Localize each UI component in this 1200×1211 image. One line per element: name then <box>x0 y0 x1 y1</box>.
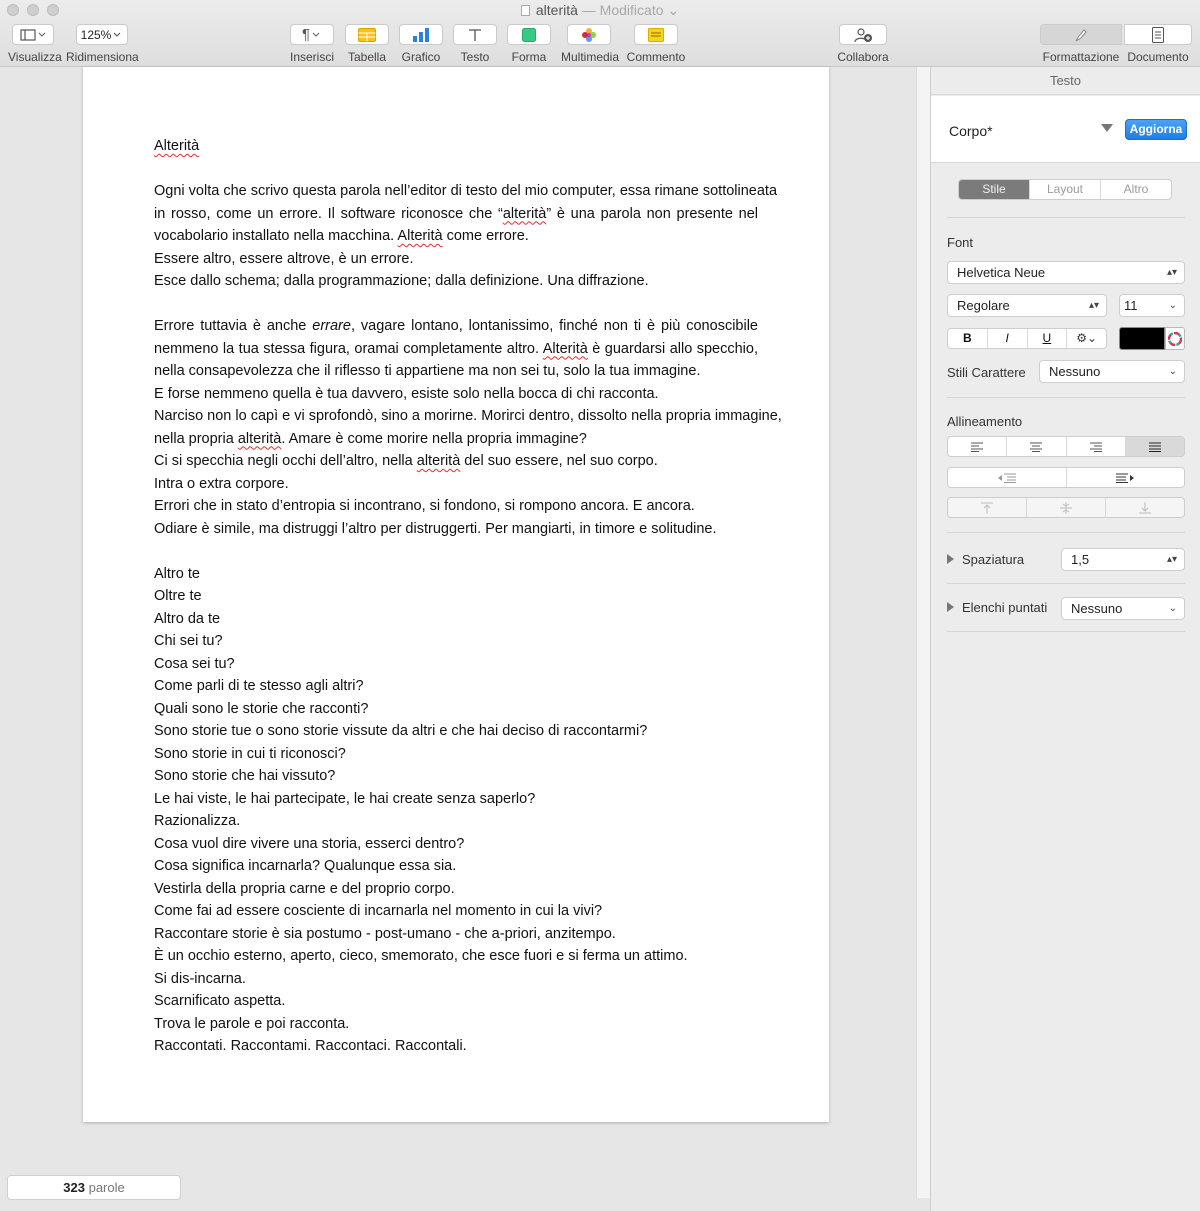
collaborate-button-box[interactable] <box>839 24 887 45</box>
document-button-box[interactable] <box>1124 24 1192 45</box>
view-button-box[interactable] <box>12 24 54 45</box>
paragraph-style-box[interactable] <box>931 96 1200 163</box>
window-toolbar <box>0 0 1200 67</box>
tab-layout[interactable]: Layout <box>1030 180 1101 199</box>
misspelled-word: alterità <box>416 453 461 469</box>
table-button[interactable] <box>344 24 390 64</box>
modified-status: — Modificato <box>581 2 664 18</box>
poem-line: Altro da te <box>154 610 221 627</box>
doc-title: Alterità <box>154 138 200 154</box>
comment-button[interactable] <box>626 24 686 64</box>
color-picker-button[interactable] <box>1165 327 1185 350</box>
poem-line: Come parli di te stesso agli altri? <box>154 678 364 694</box>
align-right-button[interactable] <box>1067 437 1126 456</box>
decrease-indent-button[interactable] <box>948 468 1067 487</box>
disclosure-triangle-icon[interactable] <box>947 602 954 612</box>
chevron-down-icon <box>310 31 322 39</box>
tab-other[interactable]: Altro <box>1123 182 1149 196</box>
chevron-down-icon[interactable] <box>1101 124 1113 132</box>
paragraph-style-name[interactable]: Corpo* <box>949 123 993 139</box>
char-styles-popup[interactable]: Nessuno ⌄ <box>1039 360 1185 383</box>
format-button[interactable] <box>1040 24 1122 64</box>
align-right-icon <box>1090 442 1102 452</box>
doc-line: Intra o extra corpore. <box>154 475 289 492</box>
align-bottom-icon <box>1139 502 1151 514</box>
updown-arrows-icon: ▴▾ <box>1088 300 1099 311</box>
sidebar-icon <box>20 29 46 41</box>
doc-line: Errore tuttavia è anche errare, vagare lontano, lontanissimo, finché non ti è più conoscibile <box>154 318 758 334</box>
text-button-box[interactable] <box>453 24 497 45</box>
chart-button-box[interactable] <box>399 24 443 45</box>
document-body[interactable] <box>154 135 782 1058</box>
format-label: Formattazione <box>1042 50 1120 64</box>
poem-line: Cosa vuol dire vivere una storia, esserci dentro? <box>154 835 465 852</box>
align-top-button[interactable] <box>948 498 1027 517</box>
document-canvas[interactable] <box>0 67 916 1198</box>
vertical-align-buttons[interactable] <box>947 497 1185 518</box>
poem-line: Cosa sei tu? <box>154 655 235 672</box>
doc-line: vocabolario installato nella macchina. Alterità come errore. <box>154 228 529 244</box>
align-middle-icon <box>1060 502 1072 514</box>
text-label: Testo <box>460 50 490 64</box>
zoom-popup[interactable] <box>76 24 128 45</box>
shape-icon <box>522 28 536 42</box>
spacing-stepper[interactable]: 1,5 ▴▾ <box>1061 548 1185 571</box>
poem-line: Trova le parole e poi racconta. <box>154 1015 350 1032</box>
pilcrow-icon: ¶ <box>301 26 311 43</box>
document-page[interactable] <box>83 67 829 1122</box>
text-style-buttons[interactable] <box>947 328 1107 349</box>
comment-button-box[interactable] <box>634 24 678 45</box>
text-options-button[interactable] <box>1067 329 1106 348</box>
char-styles-label: Stili Carattere <box>947 365 1026 380</box>
media-button-box[interactable] <box>567 24 611 45</box>
doc-line: Ci si specchia negli occhi dell’altro, nella alterità del suo essere, nel suo corpo. <box>154 453 658 469</box>
poem-line: Cosa significa incarnarla? Qualunque essa sia. <box>154 858 457 874</box>
comment-icon <box>648 28 664 42</box>
poem-block <box>154 563 758 1058</box>
font-size-field[interactable]: 11 ⌄ <box>1119 294 1185 317</box>
chevron-down-icon: ⌄ <box>667 2 680 18</box>
updown-arrows-icon: ▴▾ <box>1166 267 1177 278</box>
poem-line: Scarnificato aspetta. <box>154 993 286 1009</box>
insert-button-box[interactable] <box>290 24 334 45</box>
poem-line: Si dis-incarna. <box>154 970 246 987</box>
chevron-down-icon <box>111 31 123 39</box>
bold-button[interactable]: B <box>948 329 988 348</box>
chart-button[interactable] <box>398 24 444 64</box>
paintbrush-icon <box>1073 27 1089 43</box>
align-top-icon <box>981 502 993 514</box>
shape-button[interactable] <box>506 24 552 64</box>
font-label: Font <box>947 235 974 250</box>
color-wheel-icon <box>1168 332 1182 346</box>
poem-line: Raccontati. Raccontami. Raccontaci. Raccontali. <box>154 1038 467 1054</box>
doc-line: E forse nemmeno quella è tua davvero, esiste solo nella bocca di chi racconta. <box>154 385 659 402</box>
word-count[interactable]: 323 parole <box>7 1175 181 1200</box>
align-left-button[interactable] <box>948 437 1007 456</box>
view-button[interactable] <box>8 24 62 64</box>
doc-line: Errori che in stato d’entropia si incontrano, si fondono, si rompono ancora. E ancora. <box>154 498 695 514</box>
underline-button[interactable]: U <box>1028 329 1068 348</box>
alignment-buttons[interactable] <box>947 436 1185 457</box>
collaborate-label: Collabora <box>837 50 889 64</box>
table-label: Tabella <box>347 50 387 64</box>
poem-line: Sono storie tue o sono storie vissute da altri e che hai deciso di raccontarmi? <box>154 723 648 739</box>
view-label: Visualizza <box>8 50 62 64</box>
misspelled-word: Alterità <box>397 228 443 244</box>
updown-arrows-icon[interactable]: ▴▾ <box>1166 554 1177 565</box>
vertical-scrollbar[interactable] <box>916 67 930 1198</box>
gear-icon: ⚙︎⌄ <box>1076 331 1098 345</box>
doc-line: Narciso non lo capì e vi sprofondò, sino a morirne. Morirci dentro, dissolto nella propria immagine, <box>154 408 782 424</box>
doc-line: nemmeno la tua stessa figura, oramai completamente altro. Alterità è guardarsi allo specchio, <box>154 340 758 357</box>
photos-icon <box>581 27 597 43</box>
poem-line: È un occhio esterno, aperto, cieco, smemorato, che esce fuori e si ferma un attimo. <box>154 948 688 964</box>
update-style-button[interactable]: Aggiorna <box>1125 119 1187 140</box>
font-family-popup[interactable]: Helvetica Neue ▴▾ <box>947 261 1185 284</box>
misspelled-word: alterità <box>237 430 282 447</box>
chevron-down-icon[interactable]: ⌄ <box>1168 300 1177 311</box>
outdent-icon <box>998 473 1016 483</box>
doc-line: Ogni volta che scrivo questa parola nell’editor di testo del mio computer, essa rimane sottolineata <box>154 183 778 199</box>
indent-buttons[interactable] <box>947 467 1185 488</box>
align-center-button[interactable] <box>1007 437 1066 456</box>
tab-style[interactable]: Stile <box>959 180 1030 199</box>
poem-line: Oltre te <box>154 588 202 604</box>
collaborate-button[interactable] <box>836 24 890 64</box>
misspelled-word: alterità <box>502 205 547 222</box>
document-icon <box>521 5 530 16</box>
indent-icon <box>1116 473 1134 483</box>
align-justify-icon <box>1149 442 1161 452</box>
format-button-box[interactable] <box>1040 24 1122 45</box>
text-button[interactable] <box>452 24 498 64</box>
zoom-label: Ridimensiona <box>66 50 139 64</box>
insert-label: Inserisci <box>289 50 334 64</box>
poem-line: Quali sono le storie che racconti? <box>154 700 369 717</box>
inspector-tabs[interactable] <box>958 179 1172 200</box>
align-justify-button[interactable] <box>1126 437 1184 456</box>
insert-button[interactable] <box>289 24 335 64</box>
chevron-down-icon: ⌄ <box>1168 603 1177 614</box>
poem-line: Come fai ad essere cosciente di incarnarla nel momento in cui la vivi? <box>154 903 603 919</box>
poem-line: Raccontare storie è sia postumo - post-umano - che a-priori, anzitempo. <box>154 925 616 942</box>
misspelled-word: Alterità <box>542 340 588 357</box>
comment-label: Commento <box>626 50 686 64</box>
align-center-icon <box>1030 442 1042 452</box>
table-button-box[interactable] <box>345 24 389 45</box>
doc-line: Essere altro, essere altrove, è un errore. <box>154 250 414 267</box>
bar-chart-icon <box>412 28 430 42</box>
spacing-label[interactable]: Spaziatura <box>962 552 1025 567</box>
bullets-label[interactable]: Elenchi puntati <box>962 600 1048 615</box>
collaborate-icon <box>852 27 874 43</box>
media-label: Multimedia <box>561 50 620 64</box>
poem-line: Sono storie in cui ti riconosci? <box>154 745 346 762</box>
inspector-title: Testo <box>931 67 1200 95</box>
shape-label: Forma <box>511 50 547 64</box>
increase-indent-button[interactable] <box>1067 468 1185 487</box>
document-button[interactable] <box>1124 24 1192 64</box>
italic-button[interactable]: I <box>988 329 1028 348</box>
chart-label: Grafico <box>401 50 441 64</box>
doc-line: in rosso, come un errore. Il software riconosce che “alterità” è una parola non presente nel <box>154 205 758 222</box>
poem-line: Razionalizza. <box>154 813 241 829</box>
poem-line: Le hai viste, le hai partecipate, le hai create senza saperlo? <box>154 790 536 807</box>
doc-line: Esce dallo schema; dalla programmazione; dalla definizione. Una diffrazione. <box>154 273 649 289</box>
poem-line: Altro te <box>154 565 200 582</box>
poem-line: Chi sei tu? <box>154 633 223 649</box>
poem-line: Vestirla della propria carne e del proprio corpo. <box>154 880 455 897</box>
doc-line: nella consapevolezza che il riflesso ti appartiene ma non sei tu, solo la tua immagine. <box>154 363 701 379</box>
table-icon <box>358 28 376 42</box>
doc-line: nella propria alterità. Amare è come morire nella propria immagine? <box>154 430 587 447</box>
poem-line: Sono storie che hai vissuto? <box>154 768 336 784</box>
shape-button-box[interactable] <box>507 24 551 45</box>
alignment-label: Allineamento <box>947 414 1023 429</box>
zoom-control[interactable] <box>66 24 138 64</box>
chevron-down-icon: ⌄ <box>1168 366 1177 377</box>
text-color-well[interactable] <box>1119 327 1165 350</box>
document-icon <box>1152 27 1164 43</box>
document-label: Documento <box>1127 50 1189 64</box>
document-name: alterità <box>535 2 578 18</box>
align-middle-button[interactable] <box>1027 498 1106 517</box>
window-title[interactable] <box>0 2 1200 19</box>
media-button[interactable] <box>561 24 620 64</box>
text-icon <box>468 28 482 42</box>
align-left-icon <box>971 442 983 452</box>
font-style-popup[interactable]: Regolare ▴▾ <box>947 294 1107 317</box>
disclosure-triangle-icon[interactable] <box>947 554 954 564</box>
zoom-value: 125% <box>80 27 112 42</box>
bullets-popup[interactable]: Nessuno ⌄ <box>1061 597 1185 620</box>
format-inspector <box>930 67 1200 1211</box>
doc-line: Odiare è simile, ma distruggi l’altro per distruggerti. Per mangiarti, in timore e solitudine. <box>154 520 717 537</box>
align-bottom-button[interactable] <box>1106 498 1184 517</box>
